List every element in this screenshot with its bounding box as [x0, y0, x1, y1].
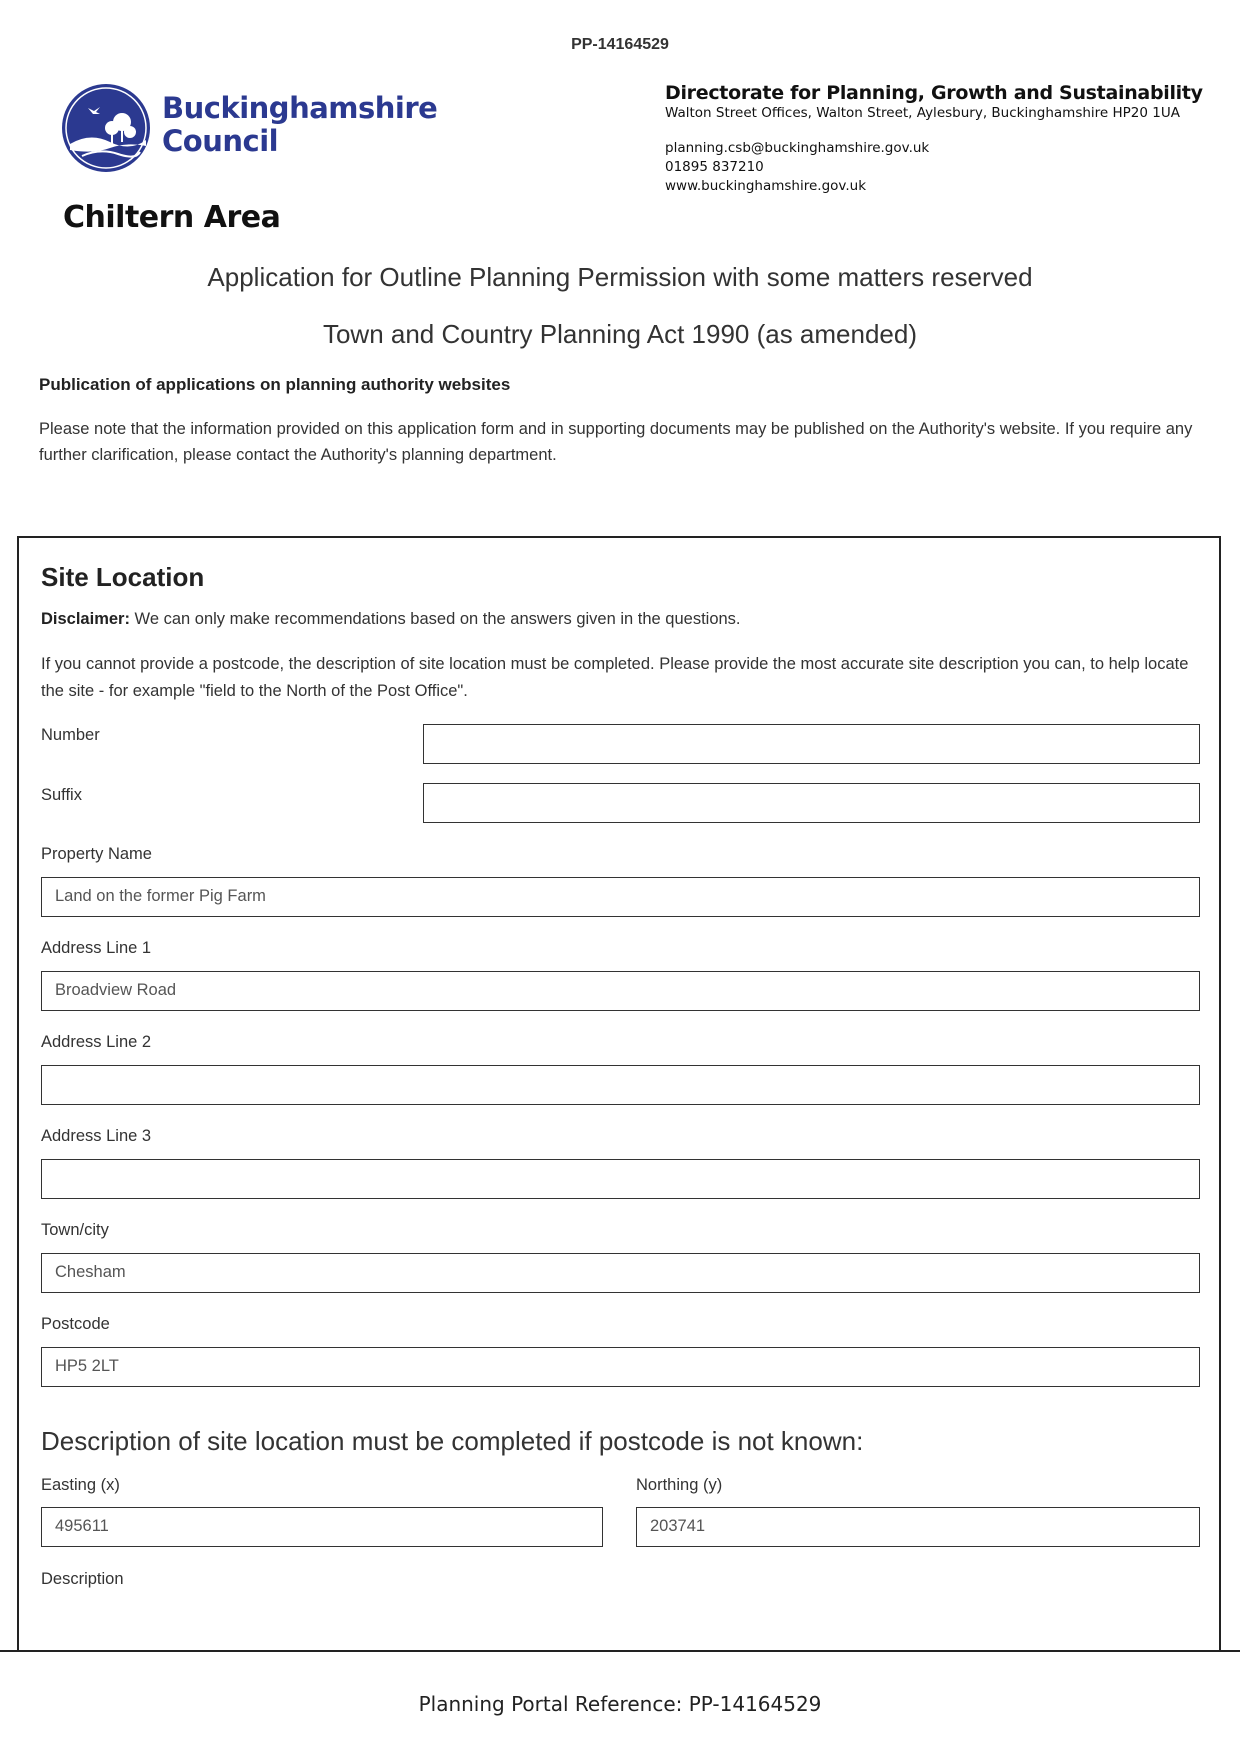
suffix-label: Suffix — [41, 786, 82, 804]
suffix-field[interactable] — [423, 783, 1200, 823]
directorate-phone: 01895 837210 — [665, 159, 764, 175]
council-name-line2: Council — [162, 124, 279, 158]
disclaimer-text: We can only make recommendations based on the answers given in the questions. — [129, 610, 741, 628]
postcode-field[interactable]: HP5 2LT — [41, 1347, 1200, 1387]
publication-text: Please note that the information provided on this application form and in supporting documents may be published on the Authority's website. If you require any further clarification, please contact the Authority's planning department. — [39, 420, 1193, 464]
disclaimer-label: Disclaimer: — [41, 610, 130, 628]
form-subtitle: Town and Country Planning Act 1990 (as amended) — [322, 319, 918, 349]
section-title: Site Location — [41, 562, 205, 592]
address-line-1-field[interactable]: Broadview Road — [41, 971, 1200, 1011]
area-title: Chiltern Area — [63, 200, 281, 235]
council-name-line1: Buckinghamshire — [162, 91, 438, 125]
address-line-3-field[interactable] — [41, 1159, 1200, 1199]
northing-field[interactable]: 203741 — [636, 1507, 1200, 1547]
directorate-website: www.buckinghamshire.gov.uk — [665, 178, 867, 194]
footer-reference: Planning Portal Reference: PP-14164529 — [418, 1692, 822, 1716]
publication-heading: Publication of applications on planning authority websites — [39, 375, 511, 394]
address-line-3-label: Address Line 3 — [41, 1127, 152, 1145]
council-emblem-icon — [60, 82, 152, 174]
property-name-field[interactable]: Land on the former Pig Farm — [41, 877, 1200, 917]
easting-field[interactable]: 495611 — [41, 1507, 603, 1547]
directorate-title: Directorate for Planning, Growth and Sustainability — [665, 82, 1203, 104]
description-heading: Description of site location must be completed if postcode is not known: — [41, 1426, 864, 1456]
property-name-label: Property Name — [41, 845, 152, 863]
directorate-address: Walton Street Offices, Walton Street, Aylesbury, Buckinghamshire HP20 1UA — [665, 105, 1180, 121]
directorate-email: planning.csb@buckinghamshire.gov.uk — [665, 140, 930, 156]
address-line-2-label: Address Line 2 — [41, 1033, 152, 1051]
number-field[interactable] — [423, 724, 1200, 764]
northing-label: Northing (y) — [636, 1476, 723, 1494]
town-city-field[interactable]: Chesham — [41, 1253, 1200, 1293]
page-reference: PP-14164529 — [571, 36, 669, 53]
directorate-contact — [665, 82, 1203, 196]
easting-label: Easting (x) — [41, 1476, 120, 1494]
council-logo — [60, 80, 438, 176]
council-wordmark — [162, 92, 437, 158]
site-instruction: If you cannot provide a postcode, the description of site location must be completed. Please provide the most accurate site description you can, to help locate the site - for example "field to the North of the Post Office". — [41, 655, 1189, 700]
form-title: Application for Outline Planning Permission with some matters reserved — [207, 262, 1033, 292]
town-city-label: Town/city — [41, 1221, 109, 1239]
footer-divider — [0, 1650, 1240, 1652]
address-line-1-label: Address Line 1 — [41, 939, 152, 957]
number-label: Number — [41, 726, 100, 744]
postcode-label: Postcode — [41, 1315, 110, 1333]
description-label: Description — [41, 1570, 124, 1588]
disclaimer — [41, 610, 741, 629]
address-line-2-field[interactable] — [41, 1065, 1200, 1105]
